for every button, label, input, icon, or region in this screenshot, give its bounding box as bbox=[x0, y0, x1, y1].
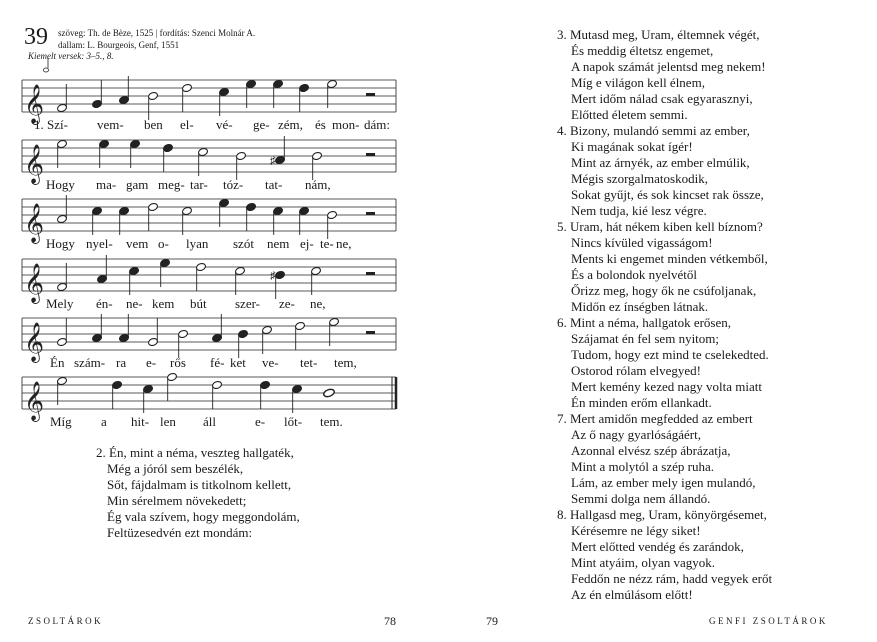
note-head bbox=[275, 155, 286, 164]
lyric-syllable: tat- bbox=[265, 177, 283, 192]
note-head bbox=[130, 139, 141, 148]
running-head-left: ZSOLTÁROK bbox=[28, 616, 104, 626]
left-page bbox=[0, 0, 438, 642]
half-rest-icon bbox=[366, 93, 375, 96]
lyric-syllable: zém, bbox=[278, 117, 303, 132]
sharp-icon: ♯ bbox=[270, 155, 276, 167]
note-head bbox=[219, 87, 230, 96]
note-head bbox=[92, 206, 103, 215]
note-head bbox=[99, 139, 110, 148]
lyric-syllable: ze- bbox=[279, 296, 295, 311]
verse-line: Mint az árnyék, az ember elmúlik, bbox=[571, 155, 750, 170]
verse-line: Szájamat én fel sem nyitom; bbox=[571, 331, 720, 346]
lyric-syllable: vem- bbox=[97, 117, 124, 132]
half-rest-icon bbox=[366, 272, 375, 275]
note-head bbox=[92, 333, 103, 342]
verse-line: Mint atyáim, olyan vagyok. bbox=[571, 555, 716, 570]
lyric-syllable: Én bbox=[50, 355, 65, 370]
lyric-syllable: ne- bbox=[126, 296, 143, 311]
note-head bbox=[57, 337, 68, 346]
verse-line: 5. Uram, hát nékem kiben kell bíznom? bbox=[557, 219, 763, 234]
note-head bbox=[329, 317, 340, 326]
lyric-syllable: áll bbox=[203, 414, 216, 429]
running-head-right: GENFI ZSOLTÁROK bbox=[709, 616, 828, 626]
lyric-syllable: Hogy bbox=[46, 236, 75, 251]
note-head bbox=[148, 91, 159, 100]
note-head bbox=[143, 384, 154, 393]
lyric-syllable: ket bbox=[230, 355, 246, 370]
verse-line: Még a jóról sem beszélék, bbox=[107, 461, 244, 476]
lyric-syllable: lőt- bbox=[284, 414, 303, 429]
verse-line: Az ő nagy gyarlóságáért, bbox=[571, 427, 701, 442]
half-rest-icon bbox=[366, 212, 375, 215]
note-head bbox=[219, 198, 230, 207]
note-head bbox=[148, 337, 159, 346]
lyric-syllable: 1. Szí- bbox=[34, 117, 68, 132]
lyric-syllable: ge- bbox=[253, 117, 270, 132]
lyric-syllable: o- bbox=[158, 236, 169, 251]
music-score bbox=[0, 0, 438, 440]
stanza-3 bbox=[557, 27, 766, 123]
verse-line: 6. Mint a néma, hallgatok erősen, bbox=[557, 315, 732, 330]
note-head bbox=[327, 79, 338, 88]
verse-line: Míg e világon kell élnem, bbox=[571, 75, 705, 90]
verse-line: Mert előtted vendég és zarándok, bbox=[571, 539, 744, 554]
verse-line: Feddőn ne nézz rám, hadd vegyek erőt bbox=[571, 571, 773, 586]
note-head bbox=[92, 99, 103, 108]
lyric-syllable: hit- bbox=[131, 414, 150, 429]
note-head bbox=[119, 95, 130, 104]
verse-line: Mert időm nálad csak egyarasznyi, bbox=[571, 91, 753, 106]
lyric-syllable: ne, bbox=[310, 296, 326, 311]
note-head bbox=[295, 321, 306, 330]
lyric-syllable: a bbox=[101, 414, 107, 429]
lyric-syllable: tar- bbox=[190, 177, 208, 192]
note-head bbox=[57, 282, 68, 291]
lyric-syllable: ra bbox=[116, 355, 127, 370]
note-head bbox=[273, 79, 284, 88]
lyric-syllable: meg- bbox=[158, 177, 185, 192]
note-head bbox=[212, 380, 223, 389]
lyric-syllable: fé- bbox=[210, 355, 225, 370]
note-head bbox=[260, 380, 271, 389]
lyric-syllable: tem, bbox=[334, 355, 357, 370]
verse-line: Nincs kívüled vigasságom! bbox=[571, 235, 713, 250]
stanza-number: 4. bbox=[557, 123, 570, 138]
note-head bbox=[212, 333, 223, 342]
page-number-left: 78 bbox=[384, 614, 396, 628]
note-head bbox=[163, 143, 174, 152]
page-number-right: 79 bbox=[486, 614, 498, 628]
stanza-number: 3. bbox=[557, 27, 570, 42]
treble-clef-icon: 𝄞 bbox=[24, 263, 45, 303]
note-head bbox=[97, 274, 108, 283]
note-head bbox=[236, 151, 247, 160]
verse-line: Őrizz meg, hogy ők ne csúfoljanak, bbox=[571, 283, 757, 298]
lyric-syllable: te- bbox=[320, 236, 334, 251]
verse-line: És a bolondok nyelvétől bbox=[571, 267, 698, 282]
note-head bbox=[299, 206, 310, 215]
note-head bbox=[57, 376, 68, 385]
stanza-5 bbox=[557, 219, 768, 315]
verse-line: 7. Mert amidőn megfedded az embert bbox=[557, 411, 753, 426]
note-head bbox=[323, 388, 336, 398]
note-head bbox=[246, 79, 257, 88]
featured-verses: Kiemelt versek: 3–5., 8. bbox=[28, 51, 114, 61]
note-head bbox=[119, 206, 130, 215]
lyric-syllable: e- bbox=[255, 414, 266, 429]
verse-line: Feltüzesedvén ezt mondám: bbox=[107, 525, 253, 540]
stanza-number: 5. bbox=[557, 219, 570, 234]
lyric-syllable: Hogy bbox=[46, 177, 75, 192]
lyric-syllable: rős bbox=[170, 355, 186, 370]
verse-line: Az én elmúlásom előtt! bbox=[571, 587, 693, 602]
note-head bbox=[182, 83, 193, 92]
lyric-syllable: szót bbox=[233, 236, 254, 251]
note-head bbox=[262, 325, 273, 334]
note-head bbox=[299, 83, 310, 92]
note-head bbox=[246, 202, 257, 211]
verse-line: Mégis szorgalmatoskodik, bbox=[571, 171, 708, 186]
stanza-2 bbox=[96, 445, 300, 541]
verse-line: 3. Mutasd meg, Uram, éltemnek végét, bbox=[557, 27, 760, 42]
stanza-6 bbox=[557, 315, 769, 411]
verse-line: Kérésemre ne légy siket! bbox=[571, 523, 701, 538]
stanza-number: 8. bbox=[557, 507, 570, 522]
verse-line: Tudom, hogy ezt mind te cselekedted. bbox=[571, 347, 769, 362]
note-head bbox=[57, 103, 68, 112]
note-head bbox=[178, 329, 189, 338]
verse-line: Ég vala szívem, hogy meggondolám, bbox=[107, 509, 300, 524]
note-head bbox=[129, 266, 140, 275]
half-rest-icon bbox=[366, 331, 375, 334]
lyric-syllable: ve- bbox=[262, 355, 279, 370]
note-head bbox=[57, 214, 68, 223]
verse-line: Ments ki engemet minden vétkemből, bbox=[571, 251, 768, 266]
lyric-syllable: nám, bbox=[305, 177, 331, 192]
tune-credit: dallam: L. Bourgeois, Genf, 1551 bbox=[58, 40, 180, 50]
lyric-syllable: Mely bbox=[46, 296, 74, 311]
lyric-syllable: lyan bbox=[186, 236, 209, 251]
note-head bbox=[312, 151, 323, 160]
stanza-number: 7. bbox=[557, 411, 570, 426]
treble-clef-icon: 𝄞 bbox=[24, 144, 45, 184]
lyric-syllable: ej- bbox=[300, 236, 314, 251]
verse-line: A napok számát jelentsd meg nekem! bbox=[571, 59, 766, 74]
right-page bbox=[439, 0, 877, 642]
note-head bbox=[148, 202, 159, 211]
lyric-syllable: és bbox=[315, 117, 326, 132]
lyric-syllable: én- bbox=[96, 296, 113, 311]
treble-clef-icon: 𝄞 bbox=[24, 84, 45, 124]
treble-clef-icon: 𝄞 bbox=[24, 322, 45, 362]
treble-clef-icon: 𝄞 bbox=[24, 203, 45, 243]
note-head bbox=[57, 139, 68, 148]
note-head bbox=[235, 266, 246, 275]
lyric-syllable: vé- bbox=[216, 117, 233, 132]
note-head bbox=[112, 380, 123, 389]
verse-line: Mert kemény kezed nagy volta miatt bbox=[571, 379, 762, 394]
verse-line: Lám, az ember mely igen mulandó, bbox=[571, 475, 756, 490]
verse-line: Semmi dolga nem állandó. bbox=[571, 491, 711, 506]
note-head bbox=[198, 147, 209, 156]
lyric-syllable: bút bbox=[190, 296, 207, 311]
verse-line: Mint a molytól a szép ruha. bbox=[571, 459, 714, 474]
stanza-number: 6. bbox=[557, 315, 570, 330]
note-head bbox=[119, 333, 130, 342]
note-head bbox=[275, 270, 286, 279]
verse-line: Sőt, fájdalmam is titkolnom kellett, bbox=[107, 477, 292, 492]
note-head bbox=[311, 266, 322, 275]
lyric-syllable: ma- bbox=[96, 177, 117, 192]
verse-line: 4. Bizony, mulandó semmi az ember, bbox=[557, 123, 750, 138]
note-head bbox=[327, 210, 338, 219]
note-head bbox=[196, 262, 207, 271]
verse-line: Nem tudja, kié lesz végre. bbox=[571, 203, 707, 218]
note-head bbox=[292, 384, 303, 393]
lyric-syllable: tem. bbox=[320, 414, 343, 429]
lyric-syllable: mon- bbox=[332, 117, 360, 132]
lyric-syllable: szám- bbox=[74, 355, 106, 370]
stanza-7 bbox=[557, 411, 755, 507]
sharp-icon: ♯ bbox=[270, 270, 276, 282]
verse-line: Ostorod rólam elvegyed! bbox=[571, 363, 701, 378]
lyric-syllable: len bbox=[160, 414, 176, 429]
lyric-syllable: ben bbox=[144, 117, 163, 132]
lyric-syllable: nyel- bbox=[86, 236, 113, 251]
lyric-syllable: szer- bbox=[235, 296, 260, 311]
treble-clef-icon: 𝄞 bbox=[24, 381, 45, 421]
lyric-syllable: vem bbox=[126, 236, 149, 251]
note-head bbox=[273, 206, 284, 215]
verse-line: És meddig éltetsz engemet, bbox=[571, 43, 714, 58]
stanza-4 bbox=[557, 123, 764, 219]
credits-text: szöveg: Th. de Bèze, 1525 | fordítás: Szenci Molnár A. bbox=[58, 28, 256, 38]
lyric-syllable: ne, bbox=[336, 236, 352, 251]
tempo-mark-icon bbox=[44, 68, 49, 72]
lyric-syllable: nem bbox=[267, 236, 290, 251]
verse-line: 8. Hallgasd meg, Uram, könyörgésemet, bbox=[557, 507, 767, 522]
lyric-syllable: e- bbox=[146, 355, 157, 370]
half-rest-icon bbox=[366, 153, 375, 156]
verse-line: Sokat gyűjt, és sok kincset rak össze, bbox=[571, 187, 764, 202]
lyric-syllable: el- bbox=[180, 117, 194, 132]
note-head bbox=[182, 206, 193, 215]
lyric-syllable: tóz- bbox=[223, 177, 244, 192]
lyric-syllable: gam bbox=[126, 177, 149, 192]
verse-line: Midőn ez ínségben látnak. bbox=[571, 299, 709, 314]
note-head bbox=[238, 329, 249, 338]
verse-line: 2. Én, mint a néma, veszteg hallgaték, bbox=[96, 445, 294, 460]
verse-line: Min sérelmem növekedett; bbox=[107, 493, 247, 508]
verse-line: Ki magának sokat ígér! bbox=[571, 139, 693, 154]
lyric-syllable: dám: bbox=[364, 117, 390, 132]
verse-line: Én minden erőm ellankadt. bbox=[571, 395, 712, 410]
note-head bbox=[160, 258, 171, 267]
note-head bbox=[167, 372, 178, 381]
psalm-number: 39 bbox=[24, 24, 48, 50]
verse-line: Előtted életem semmi. bbox=[571, 107, 688, 122]
lyric-syllable: Míg bbox=[50, 414, 72, 429]
verse-line: Azonnal elvész szép ábrázatja, bbox=[571, 443, 731, 458]
lyric-syllable: kem bbox=[152, 296, 175, 311]
lyric-syllable: tet- bbox=[300, 355, 318, 370]
stanza-8 bbox=[557, 507, 772, 603]
